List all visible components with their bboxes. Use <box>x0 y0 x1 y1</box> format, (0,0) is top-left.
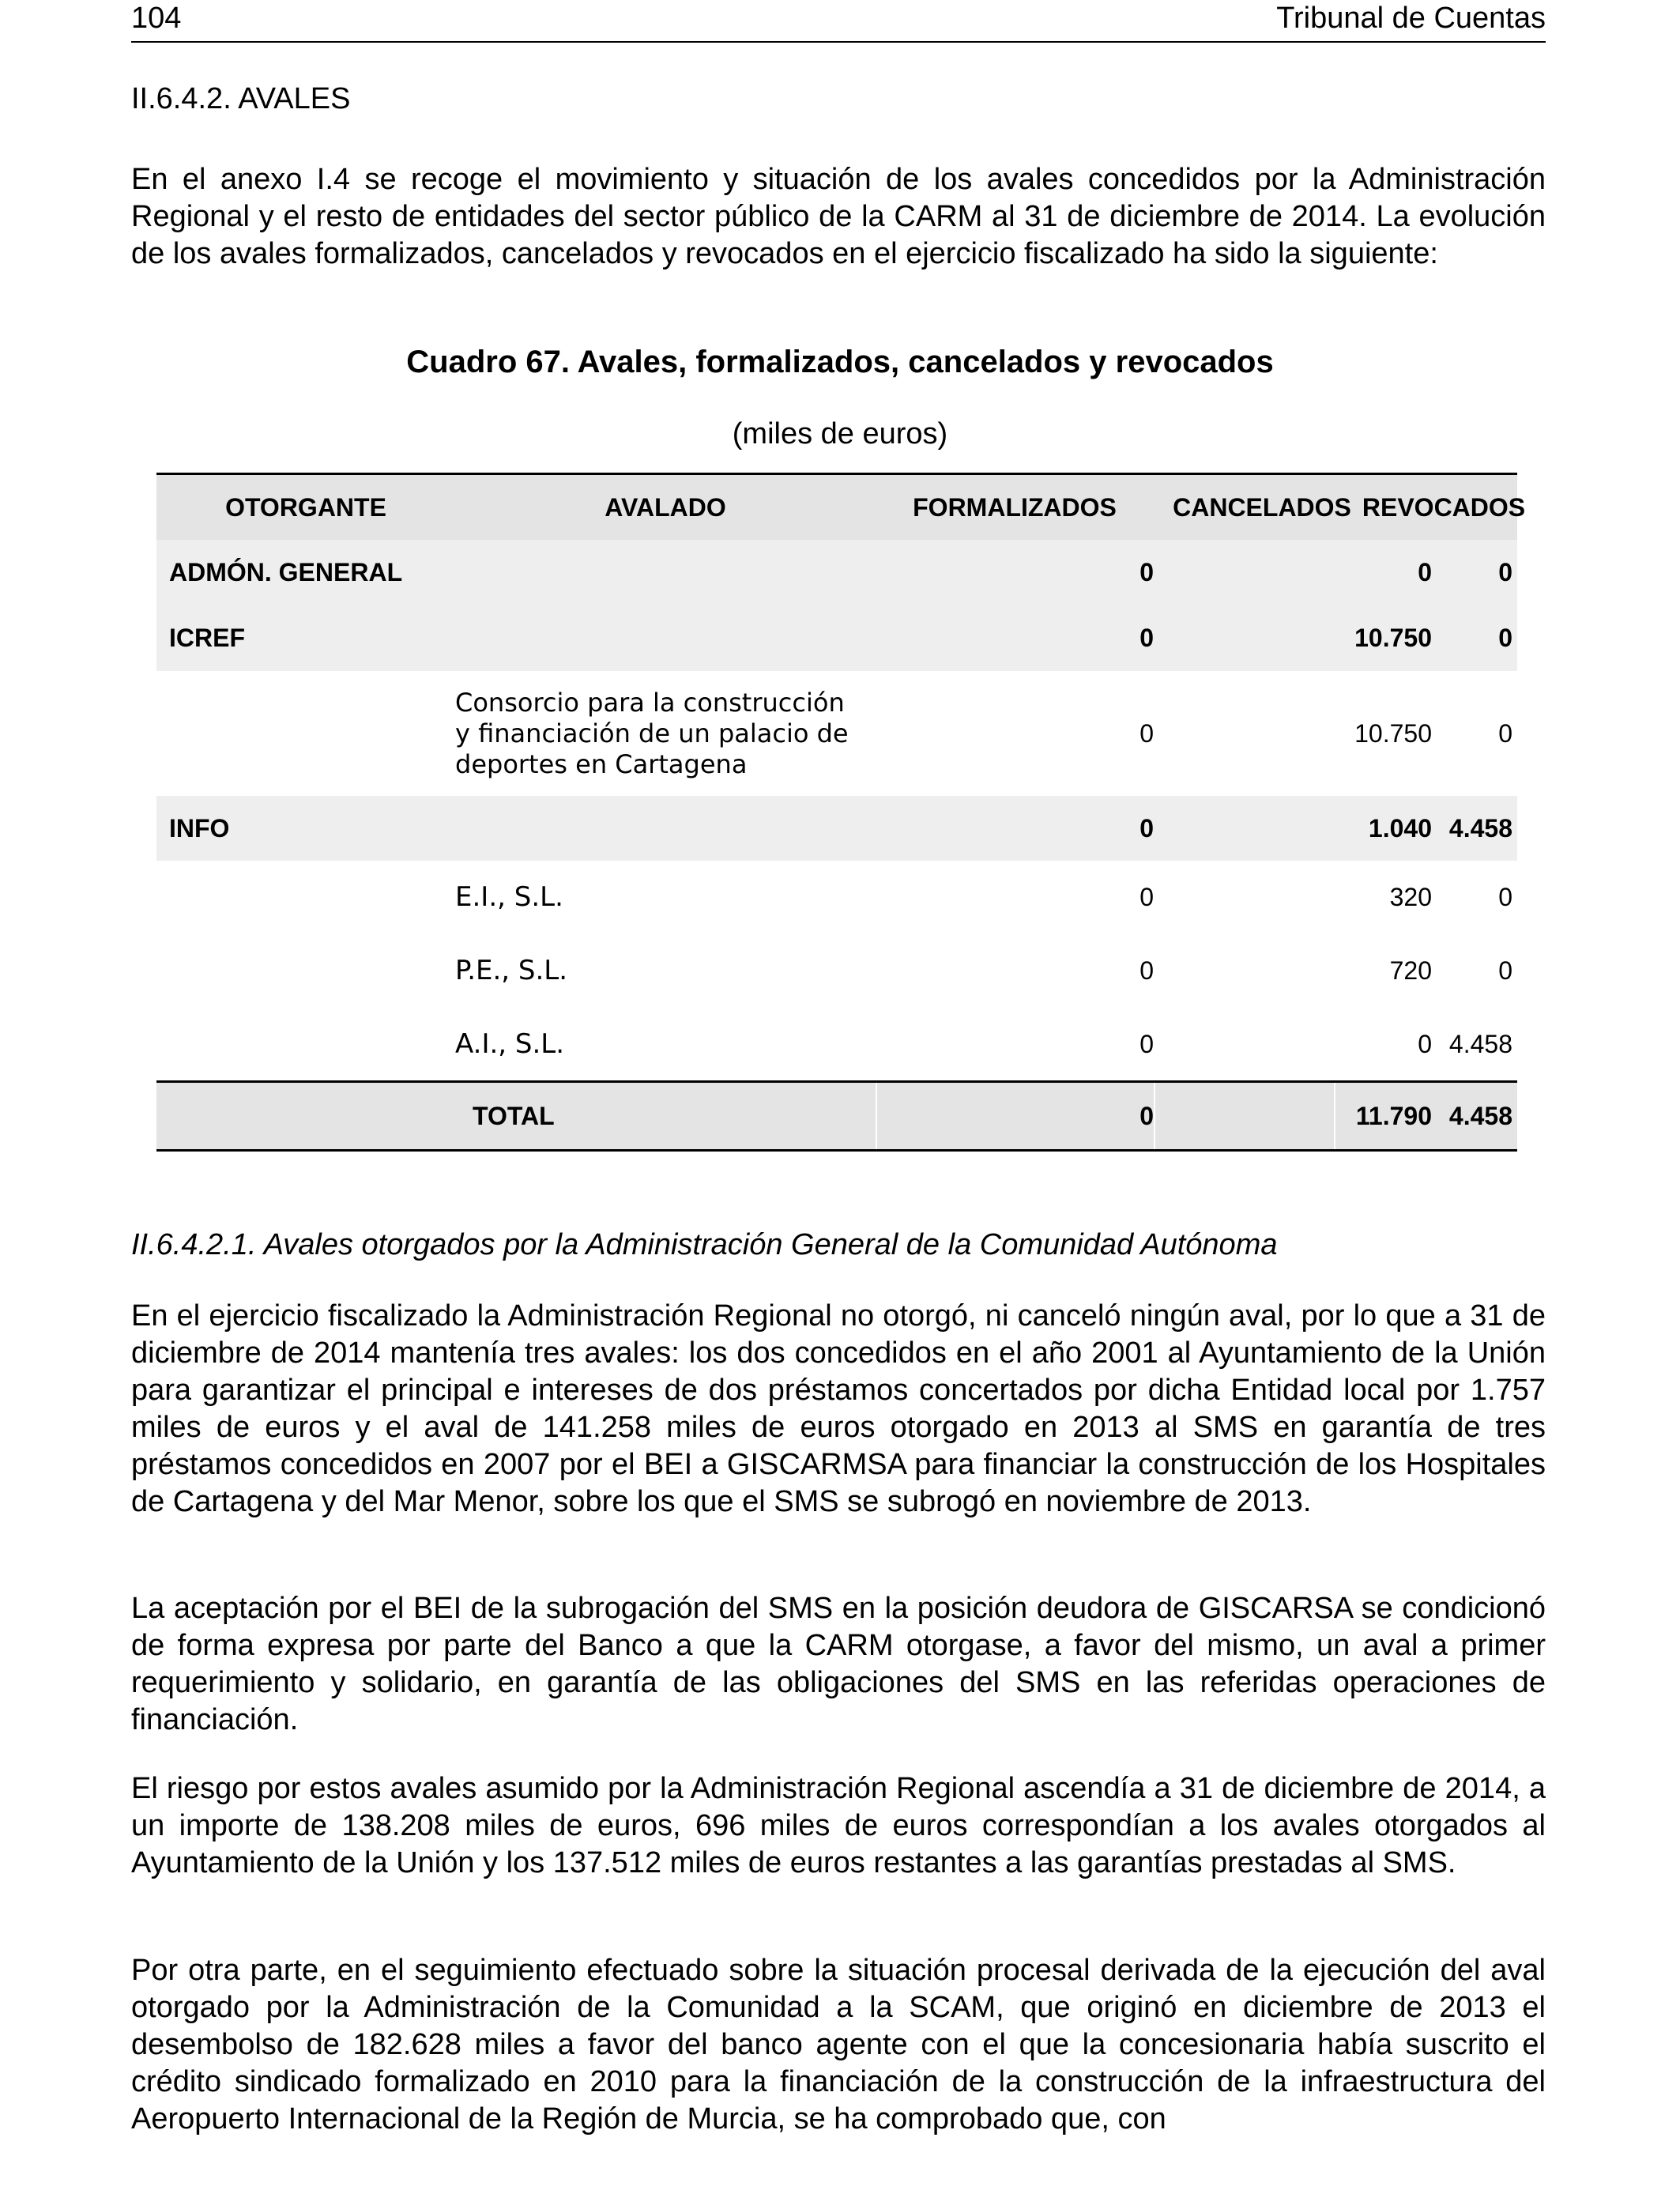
body-paragraph: La aceptación por el BEI de la subrogación del SMS en la posición deudora de GISCARSA se condicionó de forma expresa por parte del Banco a que la CARM otorgase, a favor del mismo, un aval a primer requerimiento y solidario, en garantía de las obligaciones del SMS en las referidas operaciones de financiación. <box>131 1592 1546 1736</box>
cell-cancelados: 1.040 <box>1368 813 1432 843</box>
body-paragraph: Por otra parte, en el seguimiento efectuado sobre la situación procesal derivada de la ejecución del aval otorgado por la Administración de la Comunidad a la SCAM, que originó en diciembre de 2013 el desembolso de 182.628 miles a favor del banco agente con el que la concesionaria había suscrito el crédito sindicado formalizado en 2010 para la financiación de la construcción de la infraestructura del Aeropuerto Internacional de la Región de Murcia, se ha comprobado que, con <box>131 1954 1546 2136</box>
cell-otorgante: ICREF <box>169 624 245 652</box>
cell-revocados: 0 <box>1498 624 1512 652</box>
table-row <box>156 540 1517 605</box>
cell-formalizados: 0 <box>1139 1029 1154 1058</box>
subsection-title: II.6.4.2.1. Avales otorgados por la Administración General de la Comunidad Autónoma <box>131 1228 1278 1261</box>
header-organization: Tribunal de Cuentas <box>1276 2 1546 35</box>
total-label: TOTAL <box>473 1101 555 1130</box>
table-row <box>156 605 1517 671</box>
cell-revocados: 0 <box>1498 558 1512 586</box>
cell-revocados: 0 <box>1498 883 1512 911</box>
column-header-avalado: AVALADO <box>605 492 726 522</box>
cell-formalizados: 0 <box>1139 624 1154 652</box>
cell-formalizados: 0 <box>1139 718 1154 748</box>
total-cancelados: 11.790 <box>1355 1101 1432 1130</box>
table-row <box>156 1008 1517 1080</box>
cell-otorgante <box>169 934 454 1008</box>
body-paragraph: El riesgo por estos avales asumido por la Administración Regional ascendía a 31 de diciembre de 2014, a un importe de 138.208 miles de euros, 696 miles de euros correspondían a los avales otorgados al Ayuntamiento de la Unión y los 137.512 miles de euros restantes a las garantías prestadas al SMS. <box>131 1772 1546 1879</box>
table-units: (miles de euros) <box>732 417 948 450</box>
cell-cancelados: 720 <box>1389 956 1432 985</box>
cell-cancelados: 320 <box>1389 883 1432 911</box>
cell-formalizados: 0 <box>1139 813 1154 843</box>
cell-revocados: 0 <box>1498 956 1512 985</box>
cell-otorgante: INFO <box>169 813 230 843</box>
cell-otorgante <box>169 1008 454 1080</box>
cell-cancelados: 10.750 <box>1354 624 1432 652</box>
cell-cancelados: 0 <box>1418 558 1432 586</box>
cell-formalizados <box>876 540 1154 605</box>
cell-revocados: 4.458 <box>1448 1029 1512 1058</box>
cell-formalizados: 0 <box>1139 956 1154 985</box>
avales-table <box>156 473 1526 1152</box>
column-header-cancelados: CANCELADOS <box>1173 492 1351 522</box>
cell-otorgante: ADMÓN. GENERAL <box>169 558 403 586</box>
body-paragraph: En el ejercicio fiscalizado la Administración Regional no otorgó, ni canceló ningún aval, por lo que a 31 de diciembre de 2014 mantenía tres avales: los dos concedidos en el año 2001 al Ayuntamiento de la Unión para garantizar el principal e intereses de dos préstamos concertados por dicha Entidad local por 1.757 miles de euros y el aval de 141.258 miles de euros otorgado en 2013 al SMS en garantía de tres préstamos concedidos en 2007 por el BEI a GISCARMSA para financiar la construcción de los Hospitales de Cartagena y del Mar Menor, sobre los que el SMS se subrogó en noviembre de 2013. <box>131 1299 1546 1518</box>
total-formalizados: 0 <box>1139 1101 1154 1130</box>
cell-avalado: P.E., S.L. <box>455 955 568 986</box>
table-row <box>156 671 1517 796</box>
table-caption: Cuadro 67. Avales, formalizados, cancelados y revocados <box>406 345 1274 379</box>
cell-revocados: 4.458 <box>1448 813 1512 843</box>
intro-paragraph: En el anexo I.4 se recoge el movimiento y situación de los avales concedidos por la Administración Regional y el resto de entidades del sector público de la CARM al 31 de diciembre de 2014. La evolución de los avales formalizados, cancelados y revocados en el ejercicio fiscalizado ha sido la siguiente: <box>131 163 1546 270</box>
table-total-row <box>156 1080 1517 1152</box>
table-row <box>156 796 1517 861</box>
cell-otorgante <box>169 671 454 796</box>
column-header-formalizados: FORMALIZADOS <box>913 492 1117 522</box>
cell-cancelados: 0 <box>1418 1029 1432 1058</box>
section-title: II.6.4.2. AVALES <box>131 82 351 115</box>
column-header-revocados: REVOCADOS <box>1362 492 1526 522</box>
value-formalizados: 0 <box>1139 558 1154 586</box>
cell-avalado: E.I., S.L. <box>455 881 563 913</box>
page-header <box>131 0 1546 43</box>
table-header-row <box>156 473 1526 540</box>
cell-avalado: Consorcio para la construcción y financiación de un palacio de deportes en Cartagena <box>455 687 849 779</box>
cell-avalado: A.I., S.L. <box>455 1027 565 1060</box>
table-row <box>156 934 1517 1008</box>
table-row <box>156 861 1517 934</box>
cell-cancelados: 10.750 <box>1354 718 1432 748</box>
total-revocados: 4.458 <box>1448 1101 1512 1130</box>
cell-formalizados: 0 <box>1139 883 1154 911</box>
column-header-otorgante: OTORGANTE <box>225 492 386 522</box>
cell-otorgante <box>169 861 454 934</box>
cell-revocados: 0 <box>1498 718 1512 748</box>
page-number: 104 <box>131 2 182 35</box>
